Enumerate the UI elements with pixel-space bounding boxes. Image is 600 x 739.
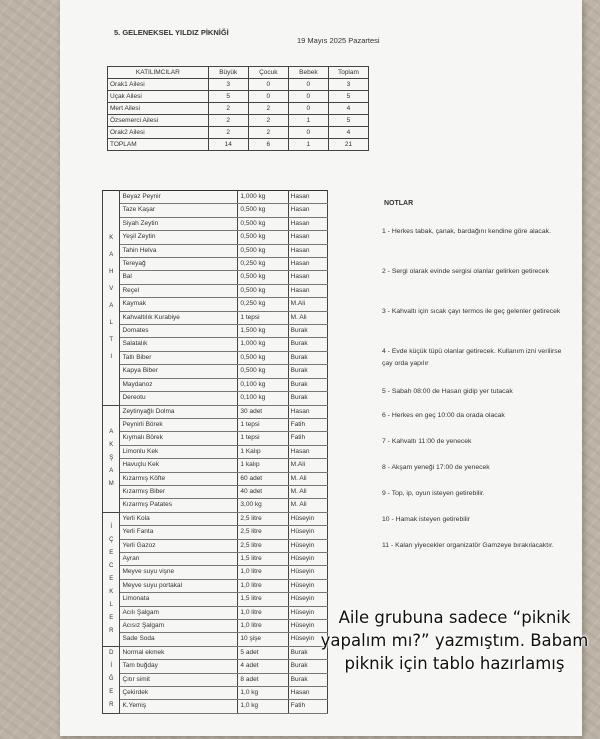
- menu-item-quantity: 0,500 kg: [238, 351, 288, 364]
- menu-item-quantity: 1,0 kg: [238, 700, 288, 713]
- menu-item-responsible: Hüseyin: [288, 606, 327, 619]
- menu-item-responsible: M.Ali: [288, 298, 327, 311]
- menu-item-row: [103, 660, 328, 673]
- menu-item-responsible: Fatih: [288, 700, 327, 713]
- menu-item-quantity: 30 adet: [238, 405, 288, 418]
- participant-count-cell: 4: [328, 103, 368, 115]
- menu-category-text: A K Ş A M: [108, 429, 114, 488]
- menu-item-quantity: 1 tepsi: [238, 432, 288, 445]
- menu-item-row: [103, 271, 328, 284]
- menu-category-label: [103, 512, 120, 646]
- menu-item-name: Kaymak: [120, 298, 238, 311]
- menu-item-row: [103, 311, 328, 324]
- menu-item-row: [103, 418, 328, 431]
- menu-item-responsible: Burak: [288, 378, 327, 391]
- menu-item-responsible: Hasan: [288, 405, 327, 418]
- menu-item-name: Tatlı Biber: [120, 351, 238, 364]
- participant-count-cell: 1: [288, 115, 328, 127]
- menu-item-row: [103, 673, 328, 686]
- participant-count-cell: 4: [328, 127, 368, 139]
- menu-item-name: Yerli Kola: [120, 512, 238, 525]
- menu-item-row: [103, 485, 328, 498]
- menu-item-quantity: 0,500 kg: [238, 365, 288, 378]
- participant-row: [108, 79, 369, 91]
- participant-family-cell: Mert Ailesi: [108, 103, 209, 115]
- col-header-adult: Büyük: [208, 67, 248, 79]
- menu-item-responsible: Hüseyin: [288, 552, 327, 565]
- menu-item-name: Acısız Şalgam: [120, 620, 238, 633]
- participant-count-cell: 3: [328, 79, 368, 91]
- participant-count-cell: 0: [288, 127, 328, 139]
- menu-category-label: [103, 646, 120, 713]
- participant-count-cell: 0: [248, 79, 288, 91]
- menu-item-quantity: 0,250 kg: [238, 258, 288, 271]
- menu-item-responsible: M. Ali: [288, 485, 327, 498]
- participant-count-cell: 0: [288, 91, 328, 103]
- menu-item-responsible: Hasan: [288, 284, 327, 297]
- menu-item-quantity: 1 tepsi: [238, 311, 288, 324]
- menu-item-quantity: 1,0 litre: [238, 620, 288, 633]
- menu-item-name: Peynirli Börek: [120, 418, 238, 431]
- menu-item-responsible: Hüseyin: [288, 593, 327, 606]
- menu-item-quantity: 0,500 kg: [238, 271, 288, 284]
- participant-count-cell: 2: [208, 127, 248, 139]
- menu-category-text: İ Ç E C E K L E R: [109, 523, 114, 634]
- menu-item-name: Tam buğday: [120, 660, 238, 673]
- menu-item-row: [103, 566, 328, 579]
- menu-item-row: [103, 687, 328, 700]
- menu-item-responsible: Hüseyin: [288, 633, 327, 646]
- note-item: 5 - Sabah 08:00 de Hasan gidip yer tutacak: [382, 388, 513, 395]
- menu-item-name: Normal ekmek: [120, 646, 238, 659]
- menu-item-quantity: 1,0 litre: [238, 606, 288, 619]
- participants-total-row: [108, 139, 369, 151]
- participant-count-cell: 5: [208, 91, 248, 103]
- menu-item-name: Havuçlu Kek: [120, 459, 238, 472]
- menu-item-quantity: 8 adet: [238, 673, 288, 686]
- menu-item-responsible: M.Ali: [288, 459, 327, 472]
- menu-item-row: [103, 378, 328, 391]
- menu-item-quantity: 1,0 litre: [238, 579, 288, 592]
- participant-family-cell: Orak1 Ailesi: [108, 79, 209, 91]
- menu-item-responsible: Burak: [288, 365, 327, 378]
- note-item: 9 - Top, ip, oyun isteyen getirebilir.: [382, 490, 485, 497]
- menu-item-quantity: 2,5 litre: [238, 512, 288, 525]
- menu-item-row: [103, 459, 328, 472]
- menu-item-row: [103, 593, 328, 606]
- menu-item-responsible: Burak: [288, 325, 327, 338]
- participants-header-row: [108, 67, 369, 79]
- participant-row: [108, 127, 369, 139]
- menu-item-responsible: M. Ali: [288, 472, 327, 485]
- menu-item-name: Yeşil Zeytin: [120, 231, 238, 244]
- menu-item-name: Limonlu Kek: [120, 445, 238, 458]
- menu-item-name: Salatalık: [120, 338, 238, 351]
- participant-count-cell: 2: [208, 103, 248, 115]
- menu-item-responsible: Burak: [288, 673, 327, 686]
- menu-category-text: D İ Ğ E R: [108, 650, 114, 709]
- total-count-cell: 21: [328, 139, 368, 151]
- menu-item-quantity: 3,00 kg: [238, 499, 288, 512]
- menu-item-name: Tahin Helva: [120, 244, 238, 257]
- menu-item-name: Meyve suyu vişne: [120, 566, 238, 579]
- menu-item-quantity: 10 şişe: [238, 633, 288, 646]
- participant-family-cell: Uçak Ailesi: [108, 91, 209, 103]
- menu-item-quantity: 1,5 litre: [238, 593, 288, 606]
- note-item: 4 - Evde küçük tüpü olanlar getirecek. Kullanım izni verilirse çay orda yapılır: [382, 348, 562, 367]
- menu-item-responsible: Hüseyin: [288, 512, 327, 525]
- note-item: 8 - Akşam yeneği 17:00 de yenecek: [382, 464, 490, 471]
- menu-item-responsible: Fatih: [288, 432, 327, 445]
- note-item: 2 - Sergi olarak evinde sergisi olanlar gelirken getirecek: [382, 268, 549, 275]
- menu-item-row: [103, 325, 328, 338]
- total-count-cell: 14: [208, 139, 248, 151]
- menu-item-quantity: 0,500 kg: [238, 244, 288, 257]
- menu-item-name: Maydanoz: [120, 378, 238, 391]
- menu-item-row: [103, 526, 328, 539]
- total-count-cell: 1: [288, 139, 328, 151]
- notes-title: NOTLAR: [384, 200, 414, 207]
- menu-item-row: [103, 512, 328, 525]
- menu-item-responsible: Hüseyin: [288, 579, 327, 592]
- menu-item-quantity: 1,000 kg: [238, 338, 288, 351]
- menu-item-name: Ayran: [120, 552, 238, 565]
- menu-item-quantity: 1,0 litre: [238, 566, 288, 579]
- total-count-cell: 6: [248, 139, 288, 151]
- menu-item-row: [103, 217, 328, 230]
- menu-item-name: Tereyağ: [120, 258, 238, 271]
- menu-item-responsible: Hüseyin: [288, 526, 327, 539]
- menu-item-row: [103, 258, 328, 271]
- menu-item-row: [103, 405, 328, 418]
- menu-item-name: Kapya Biber: [120, 365, 238, 378]
- menu-item-responsible: Burak: [288, 351, 327, 364]
- menu-item-name: Yerli Fanta: [120, 526, 238, 539]
- note-item: 7 - Kahvaltı 11:00 de yenecek: [382, 438, 472, 445]
- participant-count-cell: 2: [248, 127, 288, 139]
- menu-item-responsible: M. Ali: [288, 499, 327, 512]
- menu-item-row: [103, 633, 328, 646]
- participant-count-cell: 0: [248, 91, 288, 103]
- overlay-caption: Aile grubuna sadece “piknik yapalım mı?” yazmıştım. Babam piknik için tablo hazırlamış: [320, 608, 589, 673]
- menu-item-quantity: 0,250 kg: [238, 298, 288, 311]
- participant-family-cell: Özsemerci Ailesi: [108, 115, 209, 127]
- participant-count-cell: 3: [208, 79, 248, 91]
- menu-table: [102, 190, 328, 714]
- menu-item-name: Bal: [120, 271, 238, 284]
- menu-item-name: Çekirdek: [120, 687, 238, 700]
- menu-item-responsible: Burak: [288, 338, 327, 351]
- menu-item-name: Çıtır simit: [120, 673, 238, 686]
- menu-item-quantity: 60 adet: [238, 472, 288, 485]
- menu-item-quantity: 1,500 kg: [238, 325, 288, 338]
- menu-item-row: [103, 606, 328, 619]
- col-header-total: Toplam: [328, 67, 368, 79]
- menu-item-quantity: 0,100 kg: [238, 378, 288, 391]
- menu-item-responsible: Hasan: [288, 191, 327, 204]
- participant-count-cell: 2: [248, 115, 288, 127]
- menu-item-responsible: Fatih: [288, 418, 327, 431]
- col-header-child: Çocuk: [248, 67, 288, 79]
- participant-row: [108, 103, 369, 115]
- menu-item-responsible: Burak: [288, 660, 327, 673]
- col-header-baby: Bebek: [288, 67, 328, 79]
- menu-item-row: [103, 552, 328, 565]
- note-item: 11 - Kalan yiyecekler organizatör Gamzeye bırakılacaktır.: [382, 542, 554, 549]
- menu-item-row: [103, 620, 328, 633]
- menu-item-quantity: 2,5 litre: [238, 539, 288, 552]
- participant-count-cell: 5: [328, 91, 368, 103]
- menu-item-name: Meyve suyu portakal: [120, 579, 238, 592]
- note-item: 10 - Hamak isteyen getirebilir: [382, 516, 471, 523]
- participants-table: [107, 66, 369, 151]
- menu-item-row: [103, 646, 328, 659]
- menu-item-name: Siyah Zeytin: [120, 217, 238, 230]
- menu-item-quantity: 1 kalıp: [238, 459, 288, 472]
- menu-item-row: [103, 231, 328, 244]
- menu-item-quantity: 0,500 kg: [238, 231, 288, 244]
- menu-category-text: K A H V A L T I: [109, 234, 114, 360]
- menu-item-name: Kızarmış Biber: [120, 485, 238, 498]
- menu-item-name: Taze Kaşar: [120, 204, 238, 217]
- participant-family-cell: Orak2 Ailesi: [108, 127, 209, 139]
- menu-item-quantity: 1,5 litre: [238, 552, 288, 565]
- participant-count-cell: 0: [288, 103, 328, 115]
- total-label-cell: TOPLAM: [108, 139, 209, 151]
- menu-item-row: [103, 365, 328, 378]
- menu-item-row: [103, 284, 328, 297]
- menu-item-row: [103, 700, 328, 713]
- menu-item-quantity: 4 adet: [238, 660, 288, 673]
- menu-item-row: [103, 298, 328, 311]
- menu-item-name: Reçel: [120, 284, 238, 297]
- menu-item-quantity: 0,100 kg: [238, 392, 288, 405]
- menu-item-name: K.Yemiş: [120, 700, 238, 713]
- menu-item-row: [103, 204, 328, 217]
- menu-item-row: [103, 244, 328, 257]
- menu-item-name: Kızarmış Köfte: [120, 472, 238, 485]
- menu-item-row: [103, 191, 328, 204]
- menu-item-responsible: Hüseyin: [288, 620, 327, 633]
- menu-item-quantity: 1 Kalıp: [238, 445, 288, 458]
- menu-item-responsible: M. Ali: [288, 311, 327, 324]
- menu-item-responsible: Burak: [288, 646, 327, 659]
- participant-row: [108, 115, 369, 127]
- menu-item-row: [103, 432, 328, 445]
- participant-count-cell: 2: [248, 103, 288, 115]
- note-item: 1 - Herkes tabak, çanak, bardağını kendine göre alacak.: [382, 228, 551, 235]
- menu-item-quantity: 0,500 kg: [238, 204, 288, 217]
- menu-item-responsible: Hasan: [288, 231, 327, 244]
- document-title: 5. GELENEKSEL YILDIZ PİKNİĞİ: [114, 28, 229, 37]
- menu-item-quantity: 5 adet: [238, 646, 288, 659]
- menu-category-label: [103, 405, 120, 512]
- menu-item-quantity: 2,5 litre: [238, 526, 288, 539]
- menu-item-name: Domates: [120, 325, 238, 338]
- menu-item-responsible: Hasan: [288, 445, 327, 458]
- menu-item-name: Beyaz Peynir: [120, 191, 238, 204]
- menu-item-responsible: Hüseyin: [288, 539, 327, 552]
- menu-item-name: Kahvaltılık Kurabiye: [120, 311, 238, 324]
- menu-item-responsible: Hasan: [288, 204, 327, 217]
- menu-item-quantity: 0,500 kg: [238, 284, 288, 297]
- participant-count-cell: 0: [288, 79, 328, 91]
- menu-item-responsible: Burak: [288, 392, 327, 405]
- col-header-participants: KATILIMCILAR: [108, 67, 209, 79]
- menu-item-quantity: 1,0 kg: [238, 687, 288, 700]
- menu-item-name: Sade Soda: [120, 633, 238, 646]
- menu-item-responsible: Hasan: [288, 687, 327, 700]
- menu-item-row: [103, 392, 328, 405]
- menu-item-name: Yerli Gazoz: [120, 539, 238, 552]
- menu-item-quantity: 1 tepsi: [238, 418, 288, 431]
- menu-item-name: Zeytinyağlı Dolma: [120, 405, 238, 418]
- menu-item-responsible: Hüseyin: [288, 566, 327, 579]
- note-item: 6 - Herkes en geç 10:00 da orada olacak: [382, 412, 505, 419]
- menu-item-row: [103, 445, 328, 458]
- document-date: 19 Mayıs 2025 Pazartesi: [297, 36, 380, 45]
- menu-item-quantity: 40 adet: [238, 485, 288, 498]
- menu-item-name: Kıymalı Börek: [120, 432, 238, 445]
- participant-count-cell: 5: [328, 115, 368, 127]
- menu-item-responsible: Hasan: [288, 217, 327, 230]
- menu-item-row: [103, 539, 328, 552]
- menu-item-name: Limonata: [120, 593, 238, 606]
- participant-row: [108, 91, 369, 103]
- menu-item-name: Dereotu: [120, 392, 238, 405]
- menu-item-responsible: Hasan: [288, 271, 327, 284]
- menu-item-row: [103, 499, 328, 512]
- menu-category-label: [103, 191, 120, 406]
- menu-item-name: Acılı Şalgam: [120, 606, 238, 619]
- menu-item-row: [103, 338, 328, 351]
- menu-item-row: [103, 472, 328, 485]
- menu-item-responsible: Hasan: [288, 244, 327, 257]
- menu-item-quantity: 0,500 kg: [238, 217, 288, 230]
- menu-item-name: Kızarmış Patates: [120, 499, 238, 512]
- menu-item-row: [103, 579, 328, 592]
- note-item: 3 - Kahvaltı için sıcak çayı termos ile geç gelenler getirecek: [382, 308, 561, 315]
- menu-item-responsible: Hasan: [288, 258, 327, 271]
- menu-item-row: [103, 351, 328, 364]
- participant-count-cell: 2: [208, 115, 248, 127]
- menu-item-quantity: 1,000 kg: [238, 191, 288, 204]
